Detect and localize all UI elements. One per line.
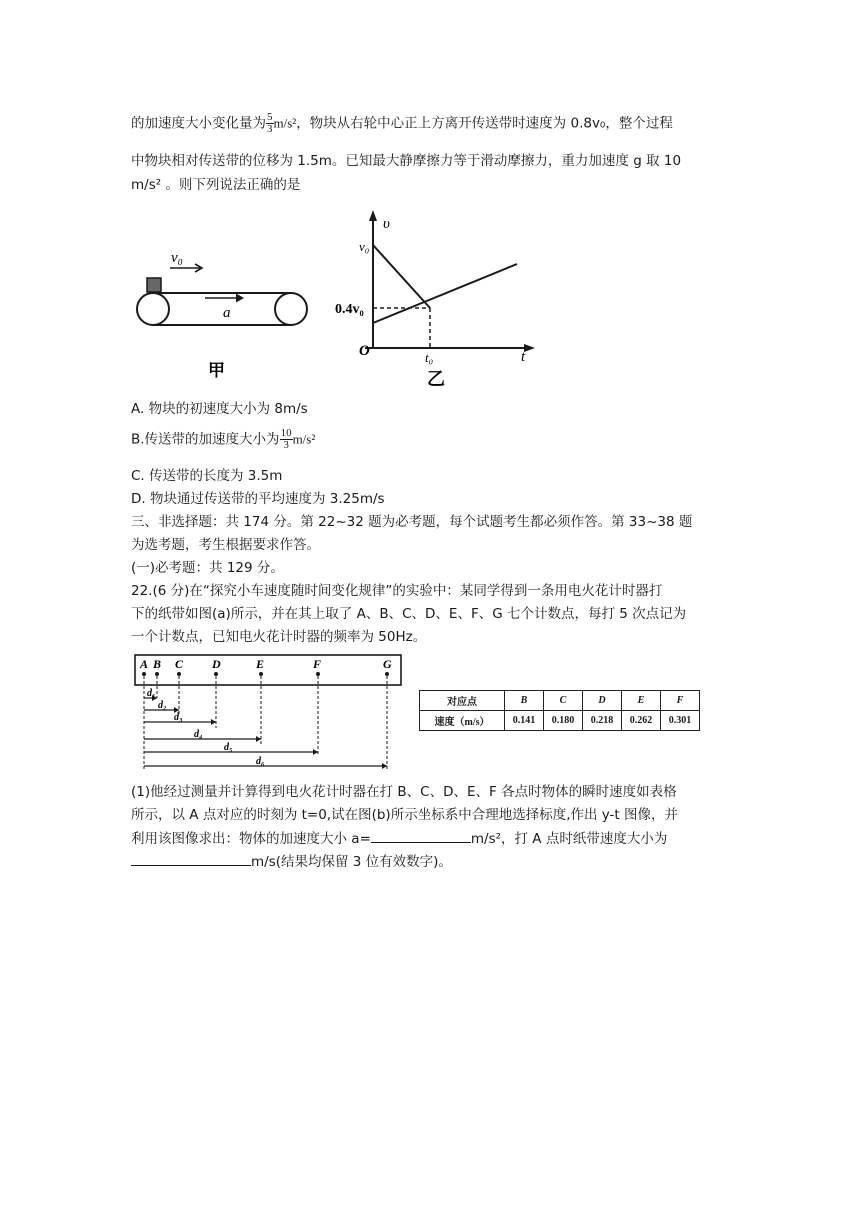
text-fragment: B.传送带的加速度大小为 — [131, 431, 280, 448]
text-fragment: ，物块从右轮中心正上方离开传送带时速度为 0.8v₀，整个过程 — [296, 115, 673, 132]
answer-blank-acceleration[interactable] — [371, 828, 471, 843]
table-header-cell: E — [622, 691, 661, 711]
speed-table — [419, 690, 700, 731]
point-label-d: D — [212, 657, 221, 671]
accel-line — [373, 264, 517, 323]
table-header-label: 对应点 — [420, 691, 505, 711]
vt-graph — [335, 210, 535, 389]
d3-label: d₃ — [174, 712, 183, 723]
block-icon — [147, 278, 161, 292]
table-header-row — [420, 691, 700, 711]
tape-dot — [214, 672, 218, 676]
q1-line-3 — [131, 828, 667, 849]
origin-label: O — [359, 343, 370, 359]
tick-label-t0: t₀ — [425, 350, 434, 365]
d6-label: d₆ — [256, 756, 265, 767]
table-cell: 0.301 — [661, 711, 700, 731]
section3-line-3: (一)必考题：共 129 分。 — [131, 560, 284, 576]
problem-text-line-2: 中物块相对传送带的位移为 1.5m。已知最大静摩擦力等于滑动摩擦力，重力加速度 g 取 10 — [131, 153, 682, 169]
section3-line-2: 为选考题，考生根据要求作答。 — [131, 537, 320, 553]
tape-dot — [155, 672, 159, 676]
problem-text-line-3: m/s² 。则下列说法正确的是 — [131, 177, 301, 193]
conveyor-diagram — [137, 250, 307, 380]
q1-line-4 — [131, 851, 452, 872]
tick-label-v0: v₀ — [359, 239, 370, 254]
tape-dot — [259, 672, 263, 676]
point-label-a: A — [140, 657, 149, 671]
caption-jia: 甲 — [208, 361, 225, 380]
d4-label: d₄ — [194, 729, 203, 740]
table-header-cell: F — [661, 691, 700, 711]
q22-line-2: 下的纸带如图(a)所示，并在其上取了 A、B、C、D、E、F、G 七个计数点，每打 5 次点记为 — [131, 606, 687, 622]
problem-text-line-1 — [131, 112, 673, 135]
answer-blank-speed-a[interactable] — [131, 851, 251, 866]
fraction-numerator: 10 — [280, 427, 292, 439]
table-header-cell: B — [505, 691, 544, 711]
d2-label: d₂ — [158, 700, 167, 711]
label-v0: v₀ — [171, 250, 183, 266]
q1-line-2: 所示，以 A 点对应的时刻为 t=0,试在图(b)所示坐标系中合理地选择标度,作出 y-t 图像，并 — [131, 807, 678, 823]
q1-line-1: (1)他经过测量并计算得到电火花计时器在打 B、C、D、E、F 各点时物体的瞬时速度如表格 — [131, 784, 677, 800]
fraction-numerator: 5 — [267, 111, 273, 123]
point-label-g: G — [383, 657, 392, 671]
tape-dot — [385, 672, 389, 676]
section3-line-1: 三、非选择题：共 174 分。第 22~32 题为必考题，每个试题考生都必须作答。第 33~38 题 — [131, 514, 693, 530]
paper-tape-figure — [130, 652, 410, 776]
tape-dot — [177, 672, 181, 676]
point-label-f: F — [313, 657, 322, 671]
right-wheel — [275, 293, 307, 325]
fraction-5-3 — [266, 112, 274, 135]
text-fragment: 的加速度大小变化量为 — [131, 115, 266, 132]
option-b — [131, 428, 315, 451]
unit-text: m/s² — [292, 431, 316, 447]
q22-line-3: 一个计数点，已知电火花计时器的频率为 50Hz。 — [131, 629, 427, 645]
q22-line-1: 22.(6 分)在“探究小车速度随时间变化规律”的实验中：某同学得到一条用电火花计时器打 — [131, 583, 663, 599]
tick-label-04v0: 0.4v₀ — [335, 302, 364, 317]
label-a: a — [223, 305, 231, 321]
table-header-cell: C — [544, 691, 583, 711]
axis-label-t: t — [521, 349, 526, 365]
table-cell: 0.141 — [505, 711, 544, 731]
table-cell: 0.180 — [544, 711, 583, 731]
point-label-b: B — [153, 657, 162, 671]
caption-yi: 乙 — [427, 369, 445, 389]
fraction-denominator: 3 — [267, 123, 273, 135]
option-a: A. 物块的初速度大小为 8m/s — [131, 401, 308, 417]
table-row — [420, 711, 700, 731]
axis-label-v: υ — [383, 216, 390, 232]
text-fragment: m/s(结果均保留 3 位有效数字)。 — [251, 854, 452, 870]
table-header-cell: D — [583, 691, 622, 711]
table-row-label: 速度（m/s） — [420, 711, 505, 731]
figure-conveyor-and-vt-graph — [125, 205, 545, 390]
left-wheel — [137, 293, 169, 325]
table-cell: 0.218 — [583, 711, 622, 731]
d5-label: d₅ — [224, 742, 233, 753]
decel-line — [373, 245, 430, 308]
fraction-denominator: 3 — [283, 439, 289, 451]
text-fragment: 利用该图像求出：物体的加速度大小 a= — [131, 831, 371, 847]
point-label-c: C — [175, 657, 184, 671]
unit-text: m/s² — [273, 115, 297, 131]
d1-label: d₁ — [147, 688, 156, 699]
option-d: D. 物块通过传送带的平均速度为 3.25m/s — [131, 491, 385, 507]
point-label-e: E — [256, 657, 265, 671]
fraction-10-3 — [280, 428, 293, 451]
tape-dot — [142, 672, 146, 676]
table-cell: 0.262 — [622, 711, 661, 731]
option-c: C. 传送带的长度为 3.5m — [131, 468, 283, 484]
tape-dot — [316, 672, 320, 676]
text-fragment: m/s²，打 A 点时纸带速度大小为 — [470, 831, 668, 847]
